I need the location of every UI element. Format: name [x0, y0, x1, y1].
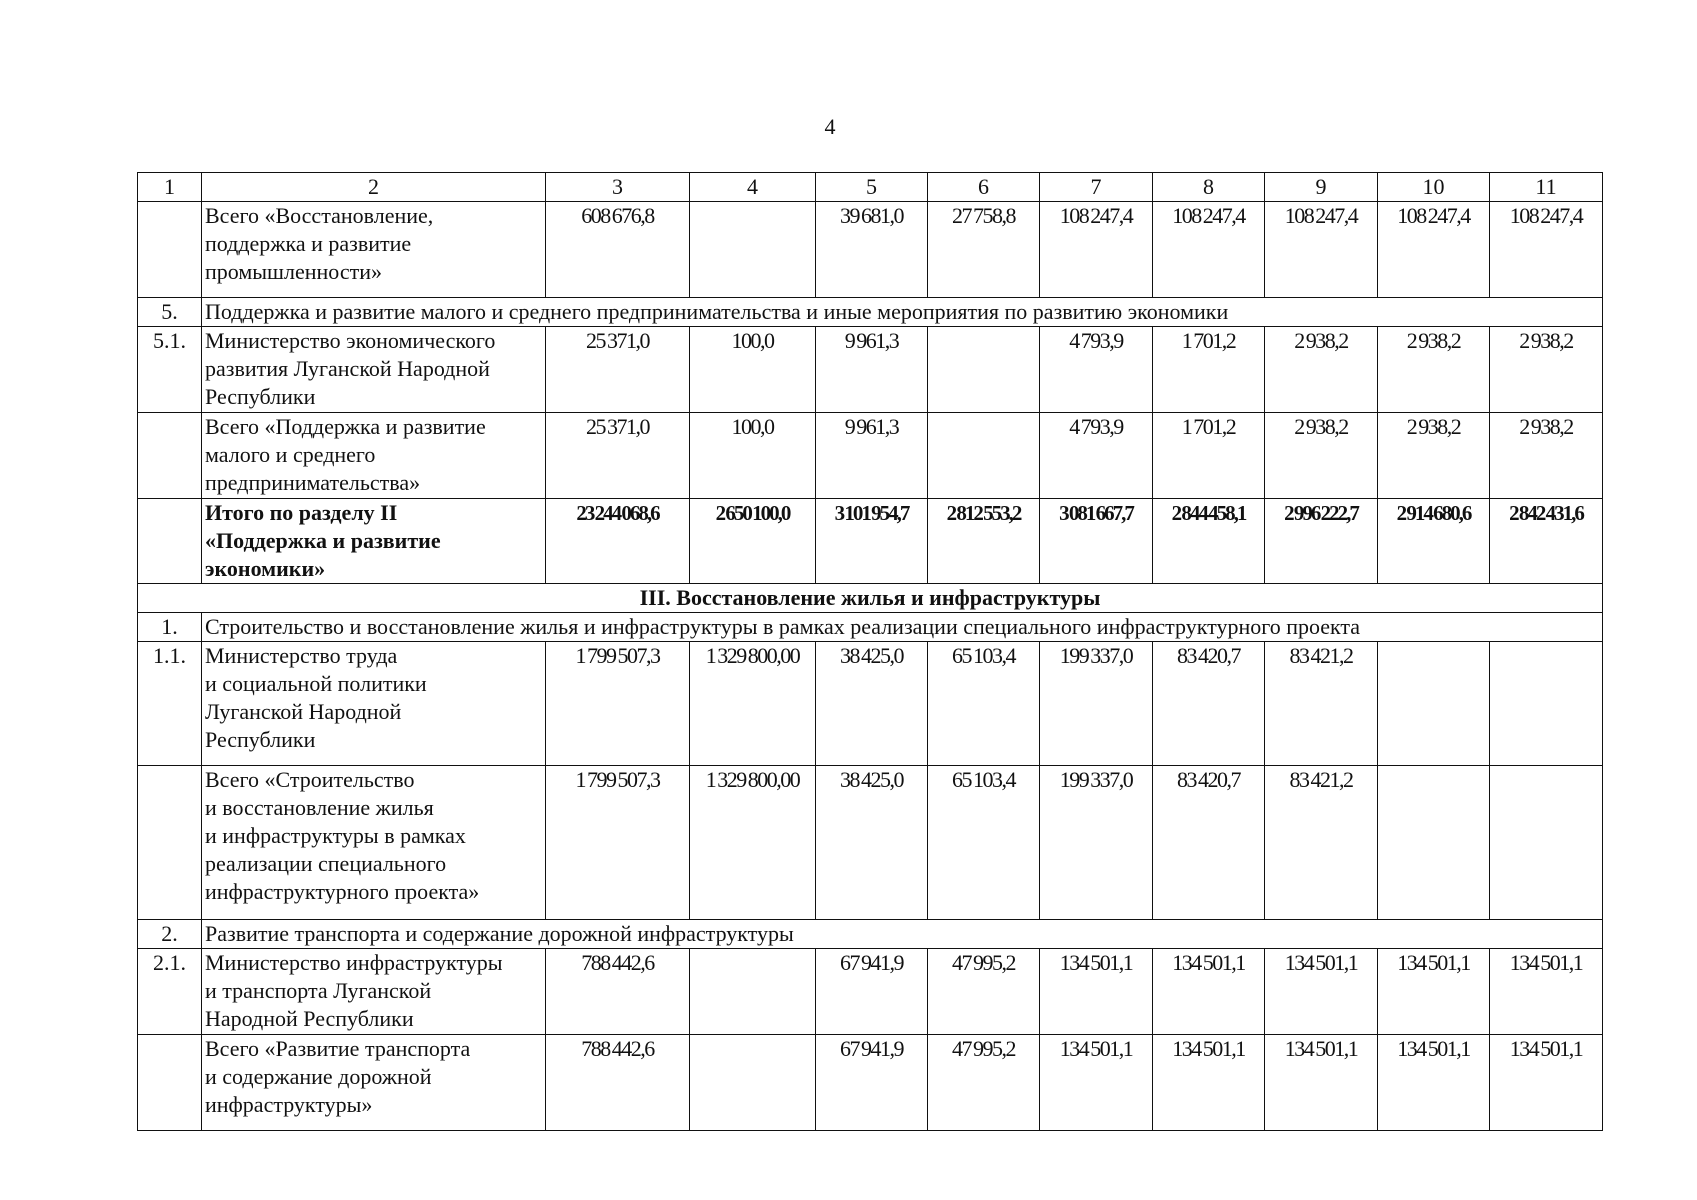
row-number	[138, 413, 202, 499]
subsection-title: Поддержка и развитие малого и среднего предпринимательства и иные мероприятия по развитию экономики	[202, 298, 1603, 327]
value-cell: 199 337,0	[1040, 642, 1153, 766]
column-header: 1	[138, 173, 202, 202]
table-row	[138, 1035, 1603, 1131]
column-header: 9	[1265, 173, 1378, 202]
value-cell: 3 081 667,7	[1040, 499, 1153, 584]
total-row	[138, 499, 1603, 584]
row-number: 5.1.	[138, 327, 202, 413]
subsection-row	[138, 613, 1603, 642]
value-cell: 65 103,4	[928, 766, 1040, 920]
subsection-row	[138, 298, 1603, 327]
value-cell: 134 501,1	[1378, 1035, 1490, 1131]
value-cell: 47 995,2	[928, 1035, 1040, 1131]
value-cell: 2 938,2	[1490, 327, 1603, 413]
column-header: 7	[1040, 173, 1153, 202]
value-cell: 134 501,1	[1490, 1035, 1603, 1131]
value-cell: 134 501,1	[1040, 1035, 1153, 1131]
value-cell: 83 421,2	[1265, 642, 1378, 766]
value-cell: 83 420,7	[1153, 766, 1265, 920]
value-cell: 108 247,4	[1378, 202, 1490, 298]
value-cell: 108 247,4	[1153, 202, 1265, 298]
subsection-title: Строительство и восстановление жилья и инфраструктуры в рамках реализации специального инфраструктурного проекта	[202, 613, 1603, 642]
value-cell: 2 938,2	[1378, 413, 1490, 499]
value-cell	[928, 413, 1040, 499]
column-header: 4	[690, 173, 816, 202]
value-cell: 65 103,4	[928, 642, 1040, 766]
value-cell: 134 501,1	[1490, 949, 1603, 1035]
value-cell: 2 812 553,2	[928, 499, 1040, 584]
value-cell: 1 329 800,00	[690, 766, 816, 920]
value-cell: 27 758,8	[928, 202, 1040, 298]
table-row	[138, 327, 1603, 413]
value-cell: 134 501,1	[1153, 949, 1265, 1035]
value-cell: 134 501,1	[1378, 949, 1490, 1035]
value-cell: 9 961,3	[816, 413, 928, 499]
value-cell: 788 442,6	[546, 949, 690, 1035]
section-row	[138, 584, 1603, 613]
value-cell: 608 676,8	[546, 202, 690, 298]
table-row	[138, 413, 1603, 499]
row-label: Итого по разделу II «Поддержка и развитие экономики»	[202, 499, 546, 584]
column-header: 2	[202, 173, 546, 202]
value-cell: 39 681,0	[816, 202, 928, 298]
row-number	[138, 202, 202, 298]
value-cell: 38 425,0	[816, 642, 928, 766]
row-number: 2.1.	[138, 949, 202, 1035]
table-row	[138, 202, 1603, 298]
value-cell: 2 844 458,1	[1153, 499, 1265, 584]
row-number: 1.1.	[138, 642, 202, 766]
value-cell: 134 501,1	[1265, 949, 1378, 1035]
row-label: Министерство труда и социальной политики Луганской Народной Республики	[202, 642, 546, 766]
value-cell: 83 421,2	[1265, 766, 1378, 920]
value-cell: 2 914 680,6	[1378, 499, 1490, 584]
row-number: 5.	[138, 298, 202, 327]
value-cell	[1490, 766, 1603, 920]
value-cell: 1 701,2	[1153, 327, 1265, 413]
row-number	[138, 1035, 202, 1131]
value-cell: 2 938,2	[1378, 327, 1490, 413]
value-cell: 100,0	[690, 327, 816, 413]
column-header: 3	[546, 173, 690, 202]
row-number	[138, 766, 202, 920]
value-cell: 199 337,0	[1040, 766, 1153, 920]
row-label: Министерство экономического развития Луганской Народной Республики	[202, 327, 546, 413]
value-cell: 9 961,3	[816, 327, 928, 413]
row-label: Всего «Восстановление, поддержка и развитие промышленности»	[202, 202, 546, 298]
value-cell: 2 996 222,7	[1265, 499, 1378, 584]
header-row	[138, 173, 1603, 202]
column-header: 5	[816, 173, 928, 202]
row-number: 2.	[138, 920, 202, 949]
row-label: Всего «Строительство и восстановление жилья и инфраструктуры в рамках реализации специального инфраструктурного проекта»	[202, 766, 546, 920]
column-header: 11	[1490, 173, 1603, 202]
row-number: 1.	[138, 613, 202, 642]
value-cell: 3 101 954,7	[816, 499, 928, 584]
value-cell: 67 941,9	[816, 1035, 928, 1131]
section-title: III. Восстановление жилья и инфраструктуры	[138, 584, 1603, 613]
value-cell: 47 995,2	[928, 949, 1040, 1035]
value-cell: 1 799 507,3	[546, 642, 690, 766]
value-cell: 108 247,4	[1265, 202, 1378, 298]
value-cell: 2 938,2	[1490, 413, 1603, 499]
value-cell	[690, 1035, 816, 1131]
row-label: Всего «Поддержка и развитие малого и среднего предпринимательства»	[202, 413, 546, 499]
value-cell: 134 501,1	[1265, 1035, 1378, 1131]
value-cell: 2 938,2	[1265, 327, 1378, 413]
value-cell: 1 329 800,00	[690, 642, 816, 766]
value-cell: 108 247,4	[1490, 202, 1603, 298]
value-cell: 1 799 507,3	[546, 766, 690, 920]
subsection-title: Развитие транспорта и содержание дорожной инфраструктуры	[202, 920, 1603, 949]
value-cell: 2 938,2	[1265, 413, 1378, 499]
value-cell: 134 501,1	[1153, 1035, 1265, 1131]
value-cell: 38 425,0	[816, 766, 928, 920]
value-cell: 100,0	[690, 413, 816, 499]
table-row	[138, 642, 1603, 766]
value-cell: 788 442,6	[546, 1035, 690, 1131]
value-cell: 25 371,0	[546, 327, 690, 413]
column-header: 8	[1153, 173, 1265, 202]
column-header: 6	[928, 173, 1040, 202]
table-row	[138, 949, 1603, 1035]
value-cell: 25 371,0	[546, 413, 690, 499]
value-cell	[1378, 766, 1490, 920]
value-cell: 4 793,9	[1040, 413, 1153, 499]
value-cell: 2 842 431,6	[1490, 499, 1603, 584]
column-header: 10	[1378, 173, 1490, 202]
value-cell: 134 501,1	[1040, 949, 1153, 1035]
row-number	[138, 499, 202, 584]
page-number: 4	[824, 114, 836, 139]
value-cell: 108 247,4	[1040, 202, 1153, 298]
value-cell	[690, 202, 816, 298]
value-cell: 4 793,9	[1040, 327, 1153, 413]
value-cell: 83 420,7	[1153, 642, 1265, 766]
row-label: Министерство инфраструктуры и транспорта Луганской Народной Республики	[202, 949, 546, 1035]
value-cell	[1490, 642, 1603, 766]
table-row	[138, 766, 1603, 920]
budget-table	[137, 172, 1603, 1131]
value-cell	[1378, 642, 1490, 766]
value-cell	[928, 327, 1040, 413]
value-cell	[690, 949, 816, 1035]
value-cell: 67 941,9	[816, 949, 928, 1035]
value-cell: 2 650 100,0	[690, 499, 816, 584]
value-cell: 23 244 068,6	[546, 499, 690, 584]
row-label: Всего «Развитие транспорта и содержание дорожной инфраструктуры»	[202, 1035, 546, 1131]
subsection-row	[138, 920, 1603, 949]
value-cell: 1 701,2	[1153, 413, 1265, 499]
